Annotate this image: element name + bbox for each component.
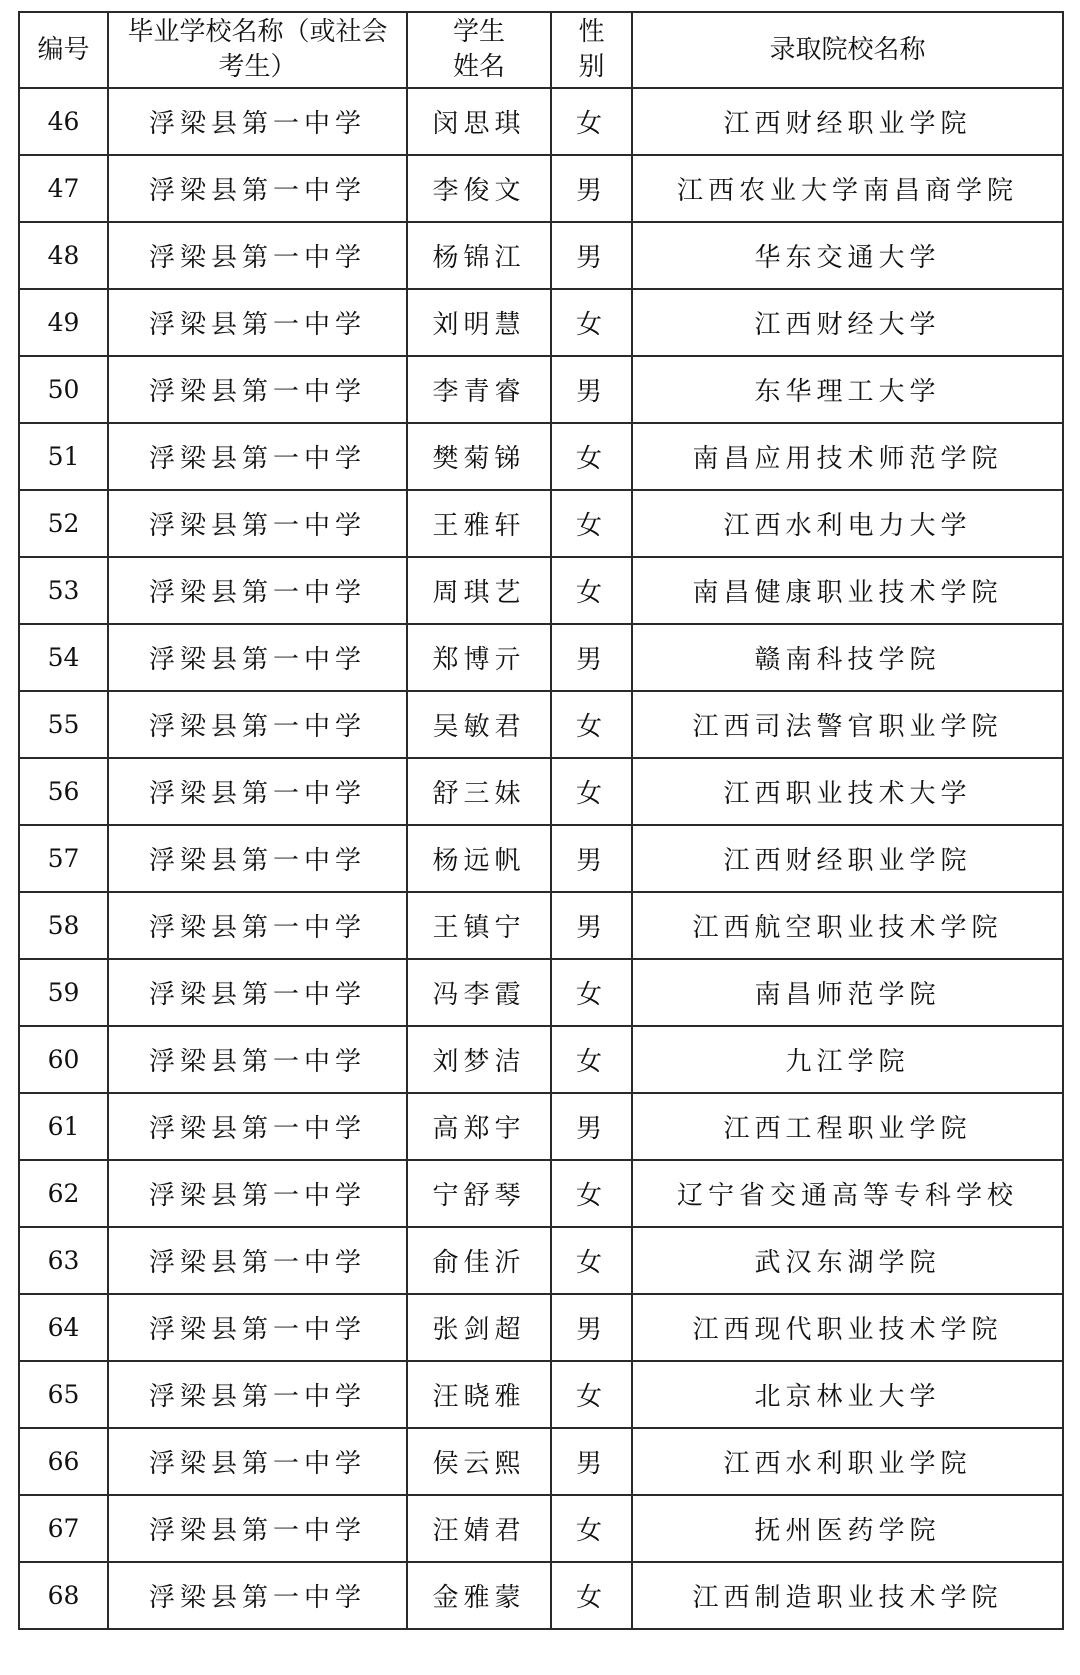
cell-gender: 女 (551, 691, 632, 758)
table-row (19, 1227, 1063, 1294)
cell-number: 58 (19, 892, 108, 959)
cell-number: 56 (19, 758, 108, 825)
table-row (19, 825, 1063, 892)
cell-school: 浮梁县第一中学 (108, 423, 407, 490)
cell-number: 59 (19, 959, 108, 1026)
cell-gender: 女 (551, 1160, 632, 1227)
cell-gender: 女 (551, 1227, 632, 1294)
cell-gender: 女 (551, 88, 632, 155)
header-student-name-label: 学生姓名 (452, 17, 505, 82)
cell-school: 浮梁县第一中学 (108, 1428, 407, 1495)
header-gender-label: 性别 (578, 17, 605, 82)
cell-college: 东华理工大学 (632, 356, 1063, 423)
cell-gender: 男 (551, 1093, 632, 1160)
table-row (19, 1160, 1063, 1227)
cell-school: 浮梁县第一中学 (108, 892, 407, 959)
cell-college: 江西工程职业学院 (632, 1093, 1063, 1160)
table-row (19, 1093, 1063, 1160)
cell-gender: 男 (551, 1428, 632, 1495)
cell-number: 63 (19, 1227, 108, 1294)
cell-student-name: 王镇宁 (407, 892, 551, 959)
cell-student-name: 李青睿 (407, 356, 551, 423)
cell-student-name: 吴敏君 (407, 691, 551, 758)
cell-student-name: 李俊文 (407, 155, 551, 222)
cell-gender: 男 (551, 155, 632, 222)
cell-college: 辽宁省交通高等专科学校 (632, 1160, 1063, 1227)
cell-student-name: 张剑超 (407, 1294, 551, 1361)
cell-number: 57 (19, 825, 108, 892)
cell-school: 浮梁县第一中学 (108, 289, 407, 356)
header-number (19, 12, 108, 88)
cell-student-name: 汪婧君 (407, 1495, 551, 1562)
table-row (19, 1294, 1063, 1361)
cell-student-name: 樊菊锑 (407, 423, 551, 490)
table-row (19, 959, 1063, 1026)
cell-college: 江西航空职业技术学院 (632, 892, 1063, 959)
cell-number: 51 (19, 423, 108, 490)
cell-school: 浮梁县第一中学 (108, 758, 407, 825)
cell-school: 浮梁县第一中学 (108, 1026, 407, 1093)
cell-college: 北京林业大学 (632, 1361, 1063, 1428)
cell-college: 江西农业大学南昌商学院 (632, 155, 1063, 222)
cell-number: 64 (19, 1294, 108, 1361)
cell-school: 浮梁县第一中学 (108, 1562, 407, 1629)
cell-college: 华东交通大学 (632, 222, 1063, 289)
cell-college: 赣南科技学院 (632, 624, 1063, 691)
cell-number: 50 (19, 356, 108, 423)
cell-school: 浮梁县第一中学 (108, 624, 407, 691)
table-row (19, 1361, 1063, 1428)
header-college (632, 12, 1063, 88)
cell-gender: 女 (551, 758, 632, 825)
cell-college: 南昌健康职业技术学院 (632, 557, 1063, 624)
header-school-label: 毕业学校名称（或社会考生） (127, 17, 388, 82)
cell-college: 江西现代职业技术学院 (632, 1294, 1063, 1361)
cell-number: 47 (19, 155, 108, 222)
cell-student-name: 侯云熙 (407, 1428, 551, 1495)
cell-college: 江西财经职业学院 (632, 88, 1063, 155)
cell-college: 九江学院 (632, 1026, 1063, 1093)
cell-school: 浮梁县第一中学 (108, 1160, 407, 1227)
cell-school: 浮梁县第一中学 (108, 1093, 407, 1160)
cell-school: 浮梁县第一中学 (108, 222, 407, 289)
cell-school: 浮梁县第一中学 (108, 155, 407, 222)
cell-gender: 女 (551, 1026, 632, 1093)
cell-gender: 女 (551, 1495, 632, 1562)
cell-gender: 女 (551, 959, 632, 1026)
cell-student-name: 杨锦江 (407, 222, 551, 289)
cell-college: 江西司法警官职业学院 (632, 691, 1063, 758)
cell-student-name: 高郑宇 (407, 1093, 551, 1160)
cell-number: 60 (19, 1026, 108, 1093)
cell-college: 江西水利职业学院 (632, 1428, 1063, 1495)
cell-student-name: 宁舒琴 (407, 1160, 551, 1227)
cell-number: 55 (19, 691, 108, 758)
table-row (19, 423, 1063, 490)
cell-school: 浮梁县第一中学 (108, 356, 407, 423)
cell-school: 浮梁县第一中学 (108, 959, 407, 1026)
header-college-label: 录取院校名称 (769, 34, 926, 65)
cell-student-name: 俞佳沂 (407, 1227, 551, 1294)
cell-gender: 男 (551, 222, 632, 289)
table-row (19, 1428, 1063, 1495)
cell-gender: 男 (551, 356, 632, 423)
cell-gender: 男 (551, 1294, 632, 1361)
cell-number: 62 (19, 1160, 108, 1227)
cell-school: 浮梁县第一中学 (108, 1361, 407, 1428)
cell-college: 江西职业技术大学 (632, 758, 1063, 825)
cell-gender: 女 (551, 490, 632, 557)
cell-student-name: 汪晓雅 (407, 1361, 551, 1428)
cell-college: 江西财经大学 (632, 289, 1063, 356)
cell-college: 南昌师范学院 (632, 959, 1063, 1026)
header-number-label: 编号 (37, 34, 90, 65)
cell-gender: 女 (551, 1361, 632, 1428)
cell-student-name: 金雅蒙 (407, 1562, 551, 1629)
cell-number: 54 (19, 624, 108, 691)
table-row (19, 557, 1063, 624)
table-row (19, 691, 1063, 758)
cell-number: 48 (19, 222, 108, 289)
cell-student-name: 杨远帆 (407, 825, 551, 892)
cell-school: 浮梁县第一中学 (108, 1294, 407, 1361)
cell-student-name: 冯李霞 (407, 959, 551, 1026)
cell-number: 65 (19, 1361, 108, 1428)
cell-student-name: 刘梦洁 (407, 1026, 551, 1093)
table-row (19, 1495, 1063, 1562)
cell-college: 江西财经职业学院 (632, 825, 1063, 892)
cell-school: 浮梁县第一中学 (108, 557, 407, 624)
cell-number: 49 (19, 289, 108, 356)
table-header-row (19, 12, 1063, 88)
cell-number: 52 (19, 490, 108, 557)
cell-college: 南昌应用技术师范学院 (632, 423, 1063, 490)
cell-gender: 男 (551, 825, 632, 892)
cell-number: 46 (19, 88, 108, 155)
cell-number: 67 (19, 1495, 108, 1562)
table-row (19, 155, 1063, 222)
cell-college: 江西水利电力大学 (632, 490, 1063, 557)
cell-student-name: 周琪艺 (407, 557, 551, 624)
cell-student-name: 闵思琪 (407, 88, 551, 155)
cell-gender: 女 (551, 1562, 632, 1629)
table-row (19, 1562, 1063, 1629)
cell-number: 66 (19, 1428, 108, 1495)
cell-college: 江西制造职业技术学院 (632, 1562, 1063, 1629)
cell-college: 抚州医药学院 (632, 1495, 1063, 1562)
cell-student-name: 刘明慧 (407, 289, 551, 356)
table-row (19, 892, 1063, 959)
table-row (19, 222, 1063, 289)
cell-gender: 男 (551, 624, 632, 691)
cell-number: 61 (19, 1093, 108, 1160)
cell-student-name: 舒三妹 (407, 758, 551, 825)
cell-school: 浮梁县第一中学 (108, 825, 407, 892)
cell-gender: 女 (551, 423, 632, 490)
table-row (19, 490, 1063, 557)
cell-school: 浮梁县第一中学 (108, 691, 407, 758)
table-row (19, 289, 1063, 356)
admission-table (18, 11, 1064, 1630)
header-student-name (407, 12, 551, 88)
table-row (19, 356, 1063, 423)
cell-school: 浮梁县第一中学 (108, 88, 407, 155)
table-row (19, 624, 1063, 691)
cell-college: 武汉东湖学院 (632, 1227, 1063, 1294)
table-row (19, 88, 1063, 155)
cell-student-name: 郑博亓 (407, 624, 551, 691)
header-gender (551, 12, 632, 88)
cell-school: 浮梁县第一中学 (108, 1495, 407, 1562)
cell-school: 浮梁县第一中学 (108, 1227, 407, 1294)
cell-school: 浮梁县第一中学 (108, 490, 407, 557)
cell-gender: 女 (551, 289, 632, 356)
cell-number: 68 (19, 1562, 108, 1629)
table-row (19, 1026, 1063, 1093)
admission-list-sheet (18, 11, 1062, 1630)
cell-number: 53 (19, 557, 108, 624)
table-row (19, 758, 1063, 825)
cell-gender: 女 (551, 557, 632, 624)
header-school (108, 12, 407, 88)
cell-student-name: 王雅轩 (407, 490, 551, 557)
cell-gender: 男 (551, 892, 632, 959)
